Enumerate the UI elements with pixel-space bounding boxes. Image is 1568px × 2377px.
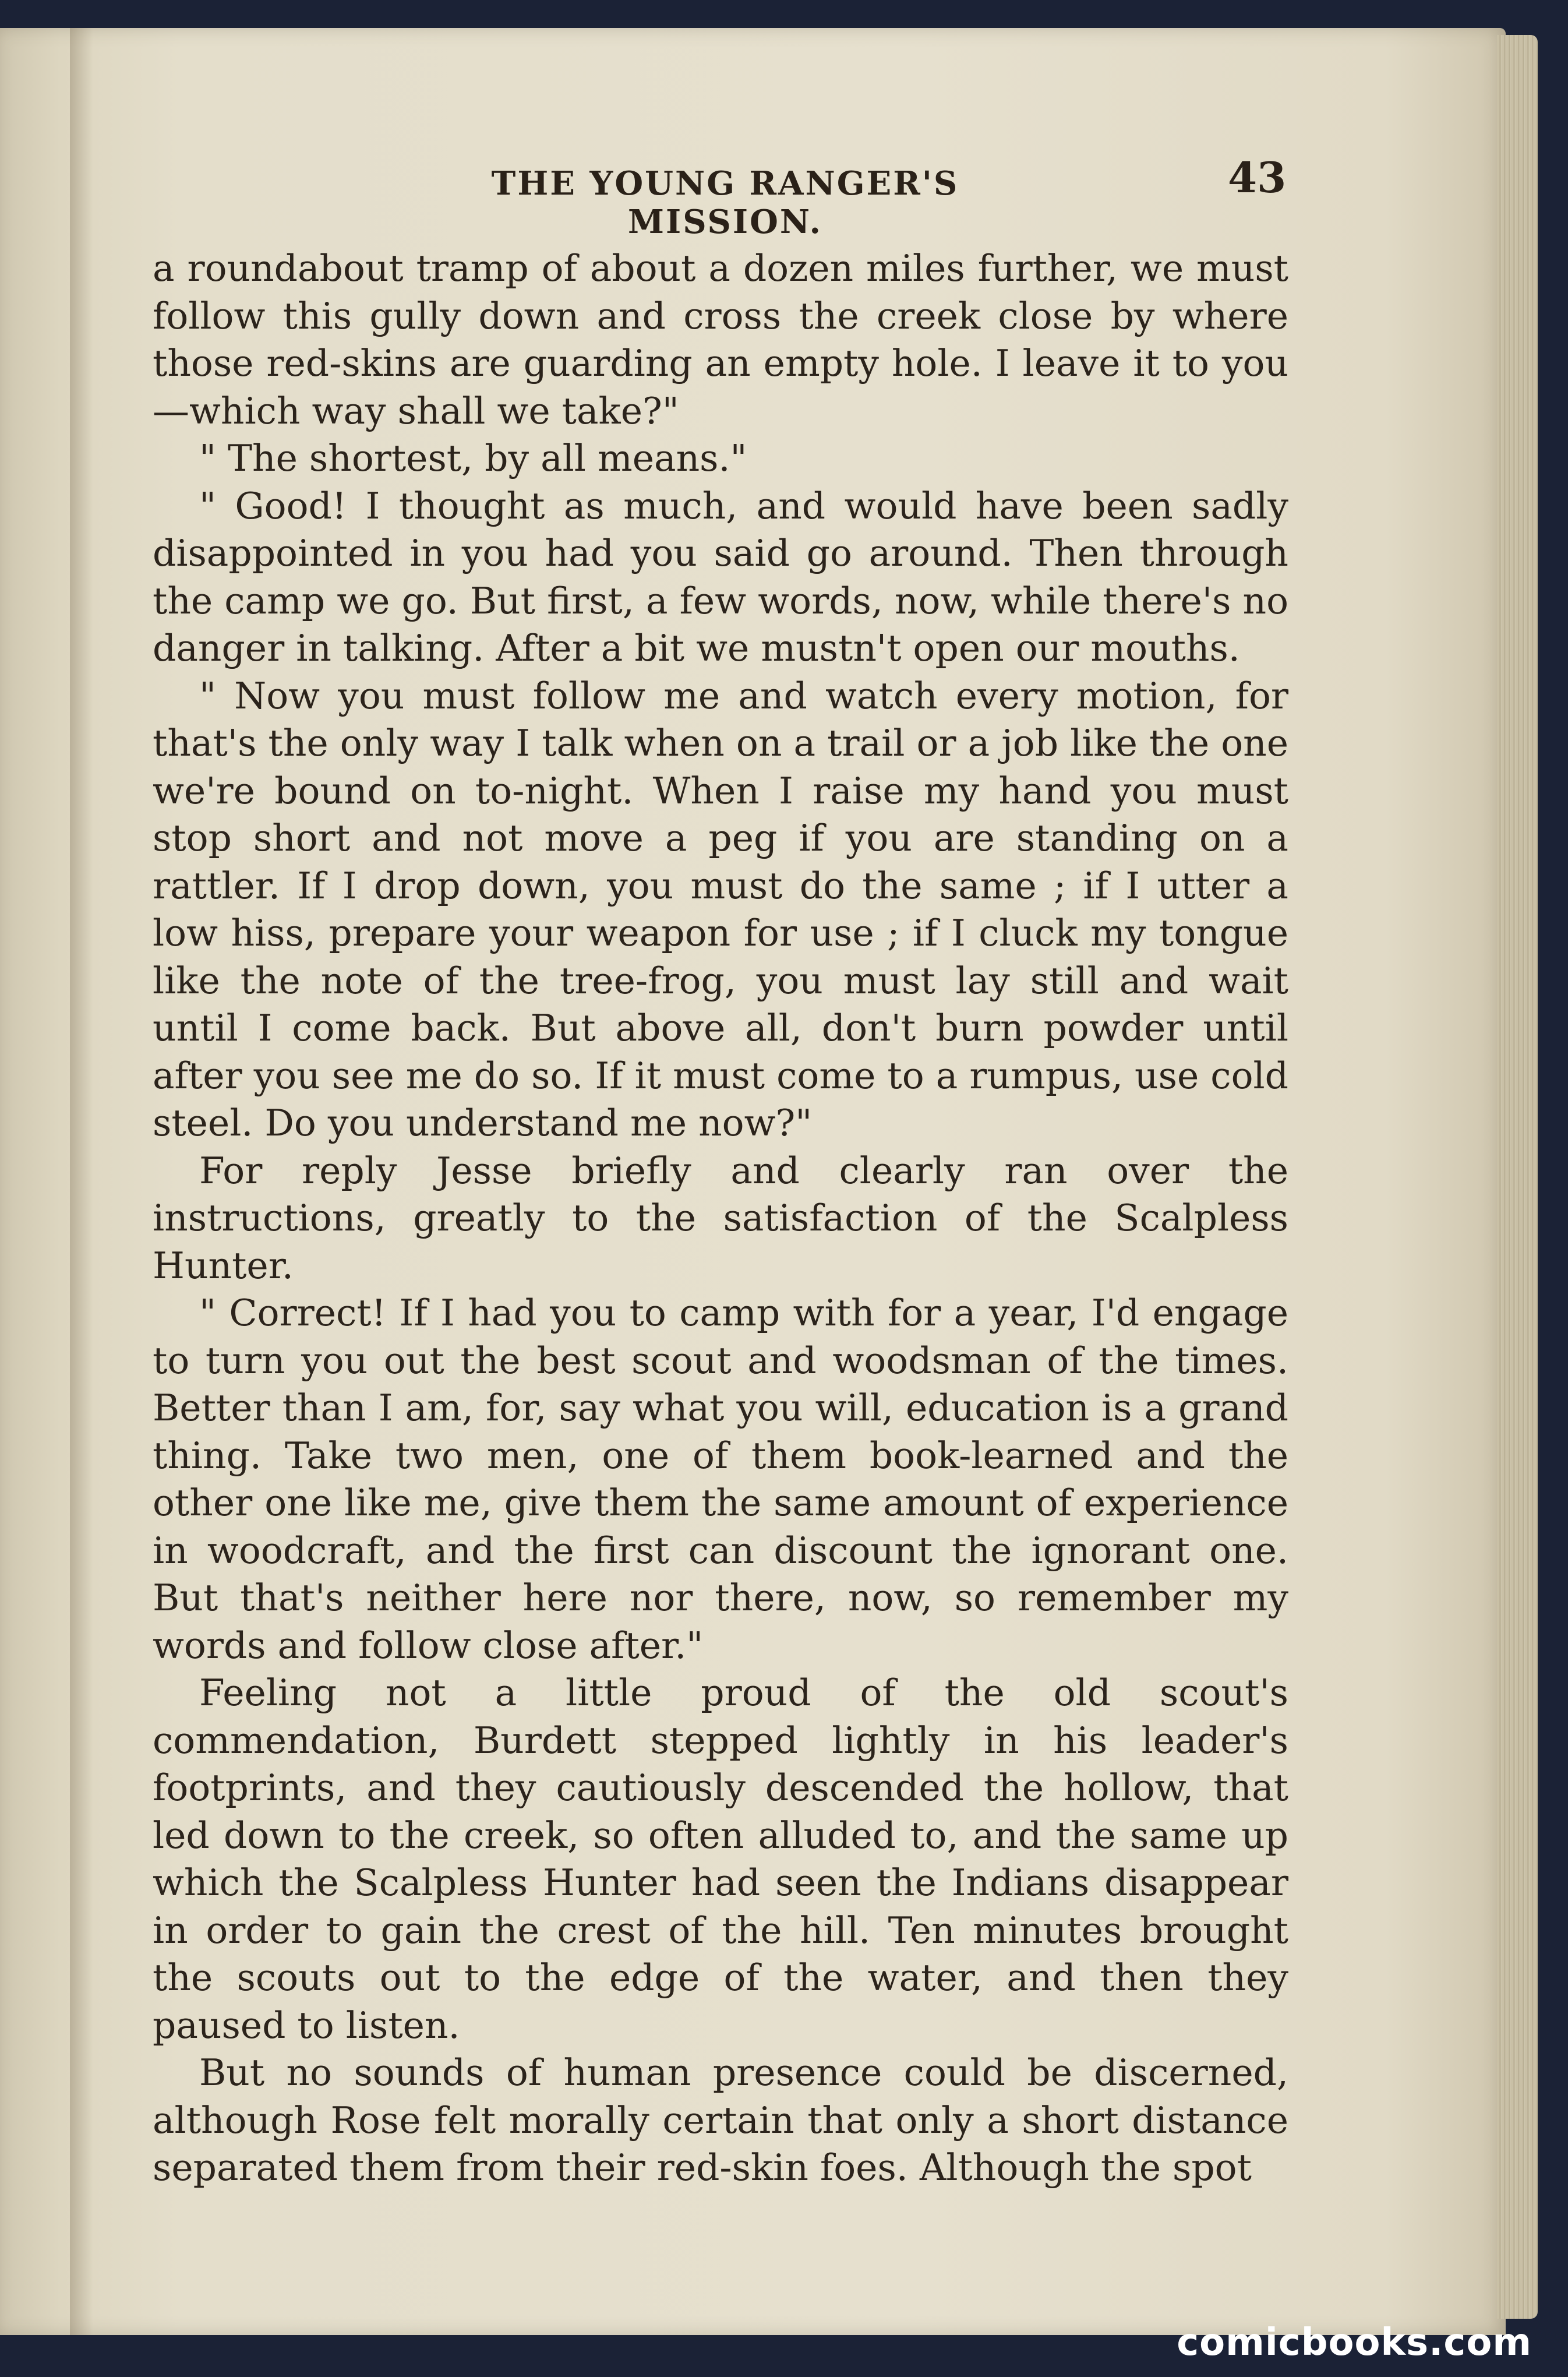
watermark: comicbooks.com xyxy=(1177,2321,1532,2364)
body-text xyxy=(153,245,1288,2192)
paragraph-5: For reply Jesse briefly and clearly ran over the instructions, greatly to the satisfaction of the Scalpless Hunter. xyxy=(153,1149,1288,1287)
paragraph-6: " Correct! If I had you to camp with for a year, I'd engage to turn you out the best scout and woodsman of the times. Better than I am, for, say what you will, education is a grand thing. Take two men, one of them book-learned and the other one like me, give them the same amount of experience in woodcraft, and the first can discount the ignorant one. But that's neither here nor there, now, so remember my words and follow close after." xyxy=(153,1292,1288,1667)
paragraph-2: " The shortest, by all means." xyxy=(199,437,747,479)
running-title: THE YOUNG RANGER'S MISSION. xyxy=(491,164,959,241)
page-number: 43 xyxy=(1228,153,1287,202)
paragraph-8: But no sounds of human presence could be discerned, although Rose felt morally certain that only a short distance separated them from their red-skin foes. Although the spot xyxy=(153,2051,1288,2189)
page-edges xyxy=(1497,35,1538,2319)
page-gutter xyxy=(70,28,93,2335)
paragraph-3: " Good! I thought as much, and would have been sadly disappointed in you had you said go around. Then through the camp we go. But first, a few words, now, while there's no danger in talking. After a bit we mustn't open our mouths. xyxy=(153,484,1288,669)
paragraph-1: a roundabout tramp of about a dozen miles further, we must follow this gully down and cross the creek close by where those red-skins are guarding an empty hole. I leave it to you—which way shall we take?" xyxy=(153,247,1288,432)
paragraph-7: Feeling not a little proud of the old scout's commendation, Burdett stepped lightly in his leader's footprints, and they cautiously descended the hollow, that led down to the creek, so often alluded to, and the same up which the Scalpless Hunter had seen the Indians disappear in order to gain the crest of the hill. Ten minutes brought the scouts out to the edge of the water, and then they paused to listen. xyxy=(153,1671,1288,2047)
paragraph-4: " Now you must follow me and watch every motion, for that's the only way I talk when on a trail or a job like the one we're bound on to-night. When I raise my hand you must stop short and not move a peg if you are standing on a rattler. If I drop down, you must do the same ; if I utter a low hiss, prepare your weapon for use ; if I cluck my tongue like the note of the tree-frog, you must lay still and wait until I come back. But above all, don't burn powder until after you see me do so. If it must come to a rumpus, use cold steel. Do you understand me now?" xyxy=(153,674,1288,1144)
